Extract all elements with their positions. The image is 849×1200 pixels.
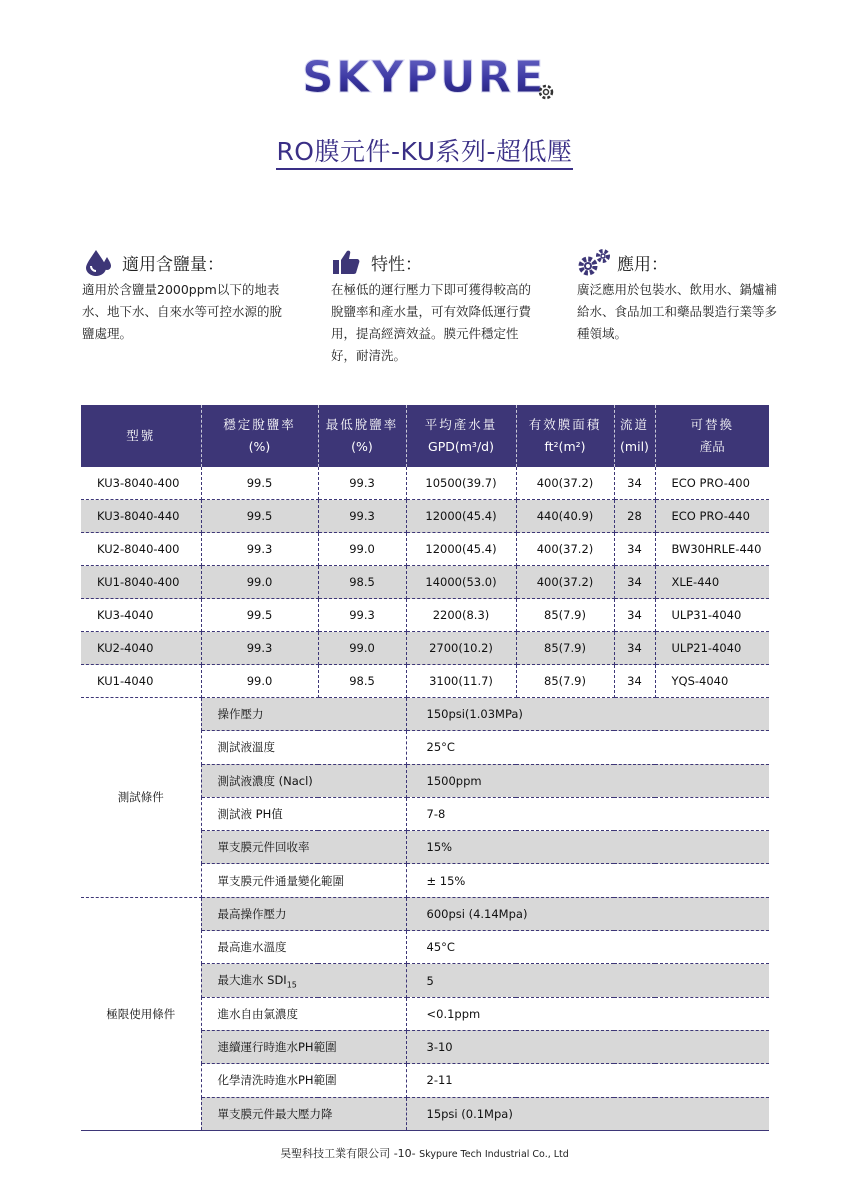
min-cell: 99.3: [318, 467, 406, 500]
col-min-rejection: 最低脫鹽率 (%): [318, 405, 406, 467]
thumbs-up-icon: [331, 247, 367, 277]
table-row: [81, 665, 769, 698]
test-conditions-label: 測試條件: [81, 698, 201, 898]
table-row: [81, 467, 769, 500]
limit-conditions-label: 極限使用條件: [81, 897, 201, 1130]
table-row: [81, 533, 769, 566]
min-cell: 98.5: [318, 566, 406, 599]
stable-cell: 99.3: [201, 533, 318, 566]
stable-cell: 99.5: [201, 467, 318, 500]
footer-company-en: Skypure Tech Industrial Co., Ltd: [419, 1149, 569, 1160]
limit-name: 最大進水 SDI: [217, 972, 287, 987]
table-row: [81, 632, 769, 665]
feature-heading: 應用：: [617, 254, 668, 275]
min-cell: 98.5: [318, 665, 406, 698]
limit-value: 5: [406, 964, 769, 997]
feature-body: 適用於含鹽量2000ppm以下的地表水、地下水、自來水等可控水源的脫鹽處理。: [82, 282, 283, 341]
channel-cell: 34: [614, 467, 655, 500]
condition-name: 測試液 PH值: [201, 797, 406, 830]
replace-cell: YQS-4040: [655, 665, 769, 698]
limit-value: 600psi (4.14Mpa): [406, 897, 769, 930]
model-cell: KU3-4040: [81, 599, 201, 632]
col-flow: 平均產水量 GPD(m³/d): [406, 405, 516, 467]
stable-cell: 99.5: [201, 500, 318, 533]
area-cell: 400(37.2): [516, 533, 614, 566]
condition-name: 測試液濃度 (Nacl): [201, 764, 406, 797]
feature-salinity: [82, 247, 287, 345]
condition-value: 15%: [406, 831, 769, 864]
condition-name: 測試液溫度: [201, 731, 406, 764]
logo-text: SKYPURE: [302, 52, 546, 103]
feature-applications: [577, 247, 782, 345]
stable-cell: 99.0: [201, 665, 318, 698]
page-footer: [0, 1145, 849, 1161]
flow-cell: 2700(10.2): [406, 632, 516, 665]
stable-cell: 99.3: [201, 632, 318, 665]
limit-value: <0.1ppm: [406, 997, 769, 1030]
channel-cell: 34: [614, 533, 655, 566]
flow-cell: 14000(53.0): [406, 566, 516, 599]
limit-name-sdi: [201, 964, 406, 997]
skypure-logo: [300, 48, 560, 106]
flow-cell: 10500(39.7): [406, 467, 516, 500]
sdi-subscript: 15: [286, 980, 297, 990]
feature-heading: 適用含鹽量：: [122, 254, 224, 275]
limit-value: 45°C: [406, 931, 769, 964]
col-replacement: 可替換 產品: [655, 405, 769, 467]
channel-cell: 34: [614, 665, 655, 698]
spec-table: [81, 405, 769, 1131]
footer-page-number: -10-: [393, 1147, 416, 1160]
min-cell: 99.0: [318, 533, 406, 566]
col-stable-rejection: 穩定脫鹽率 (%): [201, 405, 318, 467]
water-drop-icon: [82, 247, 118, 277]
channel-cell: 34: [614, 599, 655, 632]
col-channel: 流道 (mil): [614, 405, 655, 467]
model-cell: KU1-4040: [81, 665, 201, 698]
flow-cell: 2200(8.3): [406, 599, 516, 632]
condition-name: 單支膜元件回收率: [201, 831, 406, 864]
condition-name: 操作壓力: [201, 698, 406, 731]
area-cell: 400(37.2): [516, 467, 614, 500]
model-cell: KU2-8040-400: [81, 533, 201, 566]
limit-name: 最高操作壓力: [201, 897, 406, 930]
model-cell: KU3-8040-440: [81, 500, 201, 533]
stable-cell: 99.5: [201, 599, 318, 632]
area-cell: 400(37.2): [516, 566, 614, 599]
limit-name: 連續運行時進水PH範圍: [201, 1030, 406, 1063]
page-title: RO膜元件-KU系列-超低壓: [0, 132, 849, 168]
feature-body: 廣泛應用於包裝水、飲用水、鍋爐補給水、食品加工和藥品製造行業等多種領域。: [577, 282, 778, 341]
replace-cell: XLE-440: [655, 566, 769, 599]
feature-characteristics: [331, 247, 536, 367]
stable-cell: 99.0: [201, 566, 318, 599]
limit-value: 15psi (0.1Mpa): [406, 1097, 769, 1130]
model-cell: KU2-4040: [81, 632, 201, 665]
area-cell: 440(40.9): [516, 500, 614, 533]
channel-cell: 28: [614, 500, 655, 533]
model-cell: KU1-8040-400: [81, 566, 201, 599]
feature-body: 在極低的運行壓力下即可獲得較高的脫鹽率和產水量，可有效降低運行費用，提高經濟效益。膜元件穩定性好，耐清洗。: [331, 282, 532, 363]
condition-name: 單支膜元件通量變化範圍: [201, 864, 406, 897]
area-cell: 85(7.9): [516, 665, 614, 698]
area-cell: 85(7.9): [516, 632, 614, 665]
replace-cell: ULP31-4040: [655, 599, 769, 632]
min-cell: 99.3: [318, 500, 406, 533]
replace-cell: ULP21-4040: [655, 632, 769, 665]
limit-name: 進水自由氯濃度: [201, 997, 406, 1030]
model-cell: KU3-8040-400: [81, 467, 201, 500]
channel-cell: 34: [614, 566, 655, 599]
table-row: [81, 566, 769, 599]
min-cell: 99.0: [318, 632, 406, 665]
condition-value: 7-8: [406, 797, 769, 830]
table-row: [81, 599, 769, 632]
footer-company: 昊聖科技工業有限公司: [280, 1147, 391, 1160]
table-header-row: [81, 405, 769, 467]
col-model: 型號: [81, 405, 201, 467]
flow-cell: 3100(11.7): [406, 665, 516, 698]
condition-value: 25°C: [406, 731, 769, 764]
condition-row: [81, 698, 769, 731]
limit-name: 最高進水溫度: [201, 931, 406, 964]
area-cell: 85(7.9): [516, 599, 614, 632]
limit-name: 單支膜元件最大壓力降: [201, 1097, 406, 1130]
replace-cell: ECO PRO-400: [655, 467, 769, 500]
col-area: 有效膜面積 ft²(m²): [516, 405, 614, 467]
channel-cell: 34: [614, 632, 655, 665]
min-cell: 99.3: [318, 599, 406, 632]
replace-cell: ECO PRO-440: [655, 500, 769, 533]
limit-value: 3-10: [406, 1030, 769, 1063]
replace-cell: BW30HRLE-440: [655, 533, 769, 566]
limit-name: 化學清洗時進水PH範圍: [201, 1064, 406, 1097]
flow-cell: 12000(45.4): [406, 500, 516, 533]
condition-value: ± 15%: [406, 864, 769, 897]
condition-value: 1500ppm: [406, 764, 769, 797]
limit-row: [81, 897, 769, 930]
feature-heading: 特性：: [371, 254, 422, 275]
table-row: [81, 500, 769, 533]
gears-icon: [577, 247, 613, 277]
condition-value: 150psi(1.03MPa): [406, 698, 769, 731]
flow-cell: 12000(45.4): [406, 533, 516, 566]
limit-value: 2-11: [406, 1064, 769, 1097]
